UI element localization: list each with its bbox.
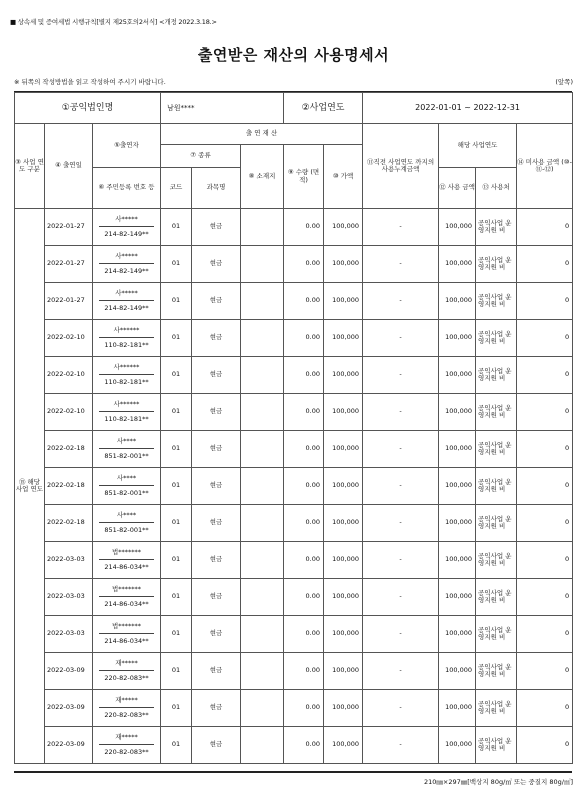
col-usage-place: ⑬ 사용처 <box>476 168 517 209</box>
donor-cell <box>93 505 161 542</box>
donor-id: 214-82-149** <box>104 304 149 312</box>
table-row <box>15 579 573 616</box>
quantity: 0.00 <box>284 209 324 246</box>
donation-date: 2022-03-09 <box>45 690 93 727</box>
donor-cell <box>93 394 161 431</box>
paper-spec: 210㎜×297㎜[백상지 80g/㎡ 또는 중질지 80g/㎡] <box>423 778 573 786</box>
asset-code: 01 <box>161 727 192 764</box>
used-amount: 100,000 <box>439 690 476 727</box>
donor-id: 214-86-034** <box>104 600 149 608</box>
unused-amount: 0 <box>517 727 573 764</box>
donor-cell <box>93 283 161 320</box>
col-quantity: ⑨ 수량 (면적) <box>284 145 324 209</box>
quantity: 0.00 <box>284 690 324 727</box>
location <box>241 505 284 542</box>
usage-place: 공익사업 운영지원 비 <box>476 283 517 320</box>
donor-id: 110-82-181** <box>104 415 149 423</box>
asset-code: 01 <box>161 320 192 357</box>
asset-code: 01 <box>161 468 192 505</box>
value: 100,000 <box>324 616 363 653</box>
unused-amount: 0 <box>517 468 573 505</box>
account-name: 현금 <box>192 690 241 727</box>
table-row <box>15 246 573 283</box>
account-name: 현금 <box>192 727 241 764</box>
donor-id: 110-82-181** <box>104 341 149 349</box>
location <box>241 431 284 468</box>
donation-date: 2022-02-18 <box>45 468 93 505</box>
used-amount: 100,000 <box>439 431 476 468</box>
location <box>241 616 284 653</box>
donor-name: 사****** <box>99 401 154 412</box>
prior-cumulative: - <box>363 727 439 764</box>
donor-id: 214-86-034** <box>104 637 149 645</box>
donor-name: 사****** <box>99 364 154 375</box>
donor-name: 재***** <box>99 734 154 745</box>
asset-code: 01 <box>161 283 192 320</box>
donation-date: 2022-02-10 <box>45 320 93 357</box>
usage-place: 공익사업 운영지원 비 <box>476 468 517 505</box>
value: 100,000 <box>324 505 363 542</box>
location <box>241 542 284 579</box>
table-row <box>15 690 573 727</box>
col-current-year: 해당 사업연도 <box>439 124 517 168</box>
donor-id: 214-86-034** <box>104 563 149 571</box>
quantity: 0.00 <box>284 394 324 431</box>
account-name: 현금 <box>192 542 241 579</box>
used-amount: 100,000 <box>439 283 476 320</box>
asset-code: 01 <box>161 542 192 579</box>
col-code: 코드 <box>161 168 192 209</box>
unused-amount: 0 <box>517 542 573 579</box>
donor-name: 사***** <box>99 216 154 227</box>
account-name: 현금 <box>192 320 241 357</box>
quantity: 0.00 <box>284 357 324 394</box>
donation-date: 2022-02-18 <box>45 431 93 468</box>
usage-place: 공익사업 운영지원 비 <box>476 579 517 616</box>
value: 100,000 <box>324 283 363 320</box>
used-amount: 100,000 <box>439 616 476 653</box>
used-amount: 100,000 <box>439 357 476 394</box>
prior-cumulative: - <box>363 394 439 431</box>
asset-code: 01 <box>161 579 192 616</box>
table-row <box>15 505 573 542</box>
account-name: 현금 <box>192 468 241 505</box>
account-name: 현금 <box>192 431 241 468</box>
quantity: 0.00 <box>284 246 324 283</box>
used-amount: 100,000 <box>439 468 476 505</box>
donation-date: 2022-03-03 <box>45 542 93 579</box>
unused-amount: 0 <box>517 505 573 542</box>
location <box>241 690 284 727</box>
used-amount: 100,000 <box>439 579 476 616</box>
account-name: 현금 <box>192 246 241 283</box>
used-amount: 100,000 <box>439 394 476 431</box>
value: 100,000 <box>324 653 363 690</box>
value: 100,000 <box>324 394 363 431</box>
location <box>241 727 284 764</box>
usage-place: 공익사업 운영지원 비 <box>476 357 517 394</box>
col-asset-type: ⑦ 종류 <box>161 145 241 168</box>
location <box>241 246 284 283</box>
donor-id: 110-82-181** <box>104 378 149 386</box>
unused-amount: 0 <box>517 690 573 727</box>
account-name: 현금 <box>192 505 241 542</box>
donation-date: 2022-01-27 <box>45 283 93 320</box>
quantity: 0.00 <box>284 431 324 468</box>
asset-code: 01 <box>161 394 192 431</box>
used-amount: 100,000 <box>439 727 476 764</box>
value: 100,000 <box>324 579 363 616</box>
unused-amount: 0 <box>517 579 573 616</box>
quantity: 0.00 <box>284 727 324 764</box>
unused-amount: 0 <box>517 246 573 283</box>
location <box>241 209 284 246</box>
usage-place: 공익사업 운영지원 비 <box>476 690 517 727</box>
col-prior-cumulative: ⑪직전 사업연도 까지의 사용누계금액 <box>363 124 439 209</box>
donor-id: 214-82-149** <box>104 230 149 238</box>
prior-cumulative: - <box>363 246 439 283</box>
usage-place: 공익사업 운영지원 비 <box>476 246 517 283</box>
location <box>241 468 284 505</box>
asset-code: 01 <box>161 616 192 653</box>
table-row <box>15 616 573 653</box>
quantity: 0.00 <box>284 468 324 505</box>
fiscal-year-value: 2022-01-01 ~ 2022-12-31 <box>363 93 573 124</box>
table-row <box>15 653 573 690</box>
col-value: ⑩ 가액 <box>324 145 363 209</box>
used-amount: 100,000 <box>439 246 476 283</box>
donation-date: 2022-01-27 <box>45 209 93 246</box>
table-row <box>15 283 573 320</box>
donor-id: 220-82-083** <box>104 748 149 756</box>
col-unused-amount: ⑭ 미사용 금액 (⑩-⑪-⑫) <box>517 124 573 209</box>
table-row <box>15 209 573 246</box>
donation-date: 2022-01-27 <box>45 246 93 283</box>
donor-cell <box>93 431 161 468</box>
prior-cumulative: - <box>363 320 439 357</box>
unused-amount: 0 <box>517 283 573 320</box>
current-year-side-label: ⑮ 해당 사업 연도 <box>15 209 45 764</box>
donor-id: 851-82-001** <box>104 452 149 460</box>
asset-code: 01 <box>161 653 192 690</box>
col-location: ⑧ 소재지 <box>241 145 284 209</box>
location <box>241 283 284 320</box>
donor-name: 사**** <box>99 438 154 449</box>
col-donor: ⑤출연자 <box>93 124 161 168</box>
donor-name: 사****** <box>99 327 154 338</box>
asset-code: 01 <box>161 209 192 246</box>
donation-date: 2022-02-10 <box>45 394 93 431</box>
col-registration-number: ⑥ 주민등록 번호 등 <box>93 168 161 209</box>
bottom-rule <box>14 771 572 773</box>
asset-code: 01 <box>161 505 192 542</box>
donation-date: 2022-03-09 <box>45 727 93 764</box>
donor-cell <box>93 468 161 505</box>
fiscal-year-label: ②사업연도 <box>284 93 363 124</box>
donor-id: 851-82-001** <box>104 489 149 497</box>
location <box>241 579 284 616</box>
donor-name: 재***** <box>99 660 154 671</box>
usage-place: 공익사업 운영지원 비 <box>476 209 517 246</box>
prior-cumulative: - <box>363 690 439 727</box>
quantity: 0.00 <box>284 283 324 320</box>
prior-cumulative: - <box>363 209 439 246</box>
quantity: 0.00 <box>284 653 324 690</box>
donor-name: 법******* <box>99 586 154 597</box>
usage-place: 공익사업 운영지원 비 <box>476 505 517 542</box>
donation-date: 2022-03-03 <box>45 579 93 616</box>
donor-id: 220-82-083** <box>104 674 149 682</box>
value: 100,000 <box>324 468 363 505</box>
prior-cumulative: - <box>363 653 439 690</box>
table-row <box>15 394 573 431</box>
unused-amount: 0 <box>517 616 573 653</box>
used-amount: 100,000 <box>439 320 476 357</box>
donor-cell <box>93 320 161 357</box>
account-name: 현금 <box>192 394 241 431</box>
unused-amount: 0 <box>517 320 573 357</box>
table-row <box>15 320 573 357</box>
table-row <box>15 727 573 764</box>
asset-code: 01 <box>161 246 192 283</box>
prior-cumulative: - <box>363 542 439 579</box>
table-row <box>15 431 573 468</box>
unused-amount: 0 <box>517 431 573 468</box>
table-row <box>15 542 573 579</box>
donor-cell <box>93 653 161 690</box>
form-reference: ■ 상속세 및 증여세법 시행규칙[별지 제25호의2서식] <개정 2022.3.18.> <box>10 18 217 26</box>
notice-text: ※ 뒤쪽의 작성방법을 읽고 작성하여 주시기 바랍니다. <box>14 78 166 86</box>
quantity: 0.00 <box>284 505 324 542</box>
donation-date: 2022-03-09 <box>45 653 93 690</box>
value: 100,000 <box>324 542 363 579</box>
usage-place: 공익사업 운영지원 비 <box>476 431 517 468</box>
donation-date: 2022-02-10 <box>45 357 93 394</box>
unused-amount: 0 <box>517 394 573 431</box>
donor-cell <box>93 246 161 283</box>
asset-code: 01 <box>161 431 192 468</box>
used-amount: 100,000 <box>439 209 476 246</box>
prior-cumulative: - <box>363 468 439 505</box>
account-name: 현금 <box>192 283 241 320</box>
col-used-amount: ⑫ 사용 금액 <box>439 168 476 209</box>
col-donated-asset: 출 연 재 산 <box>161 124 363 145</box>
used-amount: 100,000 <box>439 542 476 579</box>
usage-place: 공익사업 운영지원 비 <box>476 542 517 579</box>
usage-statement-table <box>14 92 573 764</box>
donor-cell <box>93 209 161 246</box>
unused-amount: 0 <box>517 209 573 246</box>
table-row <box>15 468 573 505</box>
usage-place: 공익사업 운영지원 비 <box>476 616 517 653</box>
location <box>241 357 284 394</box>
usage-place: 공익사업 운영지원 비 <box>476 727 517 764</box>
col-donation-date: ④ 출연일 <box>45 124 93 209</box>
donor-cell <box>93 579 161 616</box>
donor-cell <box>93 690 161 727</box>
asset-code: 01 <box>161 690 192 727</box>
account-name: 현금 <box>192 579 241 616</box>
donor-cell <box>93 542 161 579</box>
donor-name: 사**** <box>99 475 154 486</box>
donor-cell <box>93 727 161 764</box>
asset-code: 01 <box>161 357 192 394</box>
unused-amount: 0 <box>517 357 573 394</box>
location <box>241 394 284 431</box>
usage-place: 공익사업 운영지원 비 <box>476 653 517 690</box>
donor-name: 법******* <box>99 549 154 560</box>
unused-amount: 0 <box>517 653 573 690</box>
account-name: 현금 <box>192 357 241 394</box>
donor-cell <box>93 357 161 394</box>
prior-cumulative: - <box>363 616 439 653</box>
donor-id: 851-82-001** <box>104 526 149 534</box>
org-name-label: ①공익법인명 <box>15 93 161 124</box>
used-amount: 100,000 <box>439 653 476 690</box>
donor-cell <box>93 616 161 653</box>
quantity: 0.00 <box>284 579 324 616</box>
donor-name: 사**** <box>99 512 154 523</box>
prior-cumulative: - <box>363 505 439 542</box>
donor-name: 사***** <box>99 290 154 301</box>
prior-cumulative: - <box>363 283 439 320</box>
value: 100,000 <box>324 320 363 357</box>
account-name: 현금 <box>192 653 241 690</box>
table-row <box>15 357 573 394</box>
quantity: 0.00 <box>284 542 324 579</box>
prior-cumulative: - <box>363 357 439 394</box>
value: 100,000 <box>324 690 363 727</box>
location <box>241 653 284 690</box>
usage-place: 공익사업 운영지원 비 <box>476 320 517 357</box>
donor-id: 214-82-149** <box>104 267 149 275</box>
page-side-label: (앞쪽) <box>555 78 573 86</box>
donor-name: 법******* <box>99 623 154 634</box>
quantity: 0.00 <box>284 616 324 653</box>
donor-id: 220-82-083** <box>104 711 149 719</box>
prior-cumulative: - <box>363 431 439 468</box>
prior-cumulative: - <box>363 579 439 616</box>
donor-name: 재***** <box>99 697 154 708</box>
donation-date: 2022-02-18 <box>45 505 93 542</box>
value: 100,000 <box>324 431 363 468</box>
account-name: 현금 <box>192 616 241 653</box>
donor-name: 사***** <box>99 253 154 264</box>
donation-date: 2022-03-03 <box>45 616 93 653</box>
value: 100,000 <box>324 246 363 283</box>
org-name-value: 남원**** <box>161 93 284 124</box>
used-amount: 100,000 <box>439 505 476 542</box>
col-account-name: 과목명 <box>192 168 241 209</box>
location <box>241 320 284 357</box>
usage-place: 공익사업 운영지원 비 <box>476 394 517 431</box>
page-title: 출연받은 재산의 사용명세서 <box>197 46 390 64</box>
quantity: 0.00 <box>284 320 324 357</box>
value: 100,000 <box>324 727 363 764</box>
value: 100,000 <box>324 357 363 394</box>
account-name: 현금 <box>192 209 241 246</box>
col-year-division: ③ 사업 연도 구분 <box>15 124 45 209</box>
value: 100,000 <box>324 209 363 246</box>
